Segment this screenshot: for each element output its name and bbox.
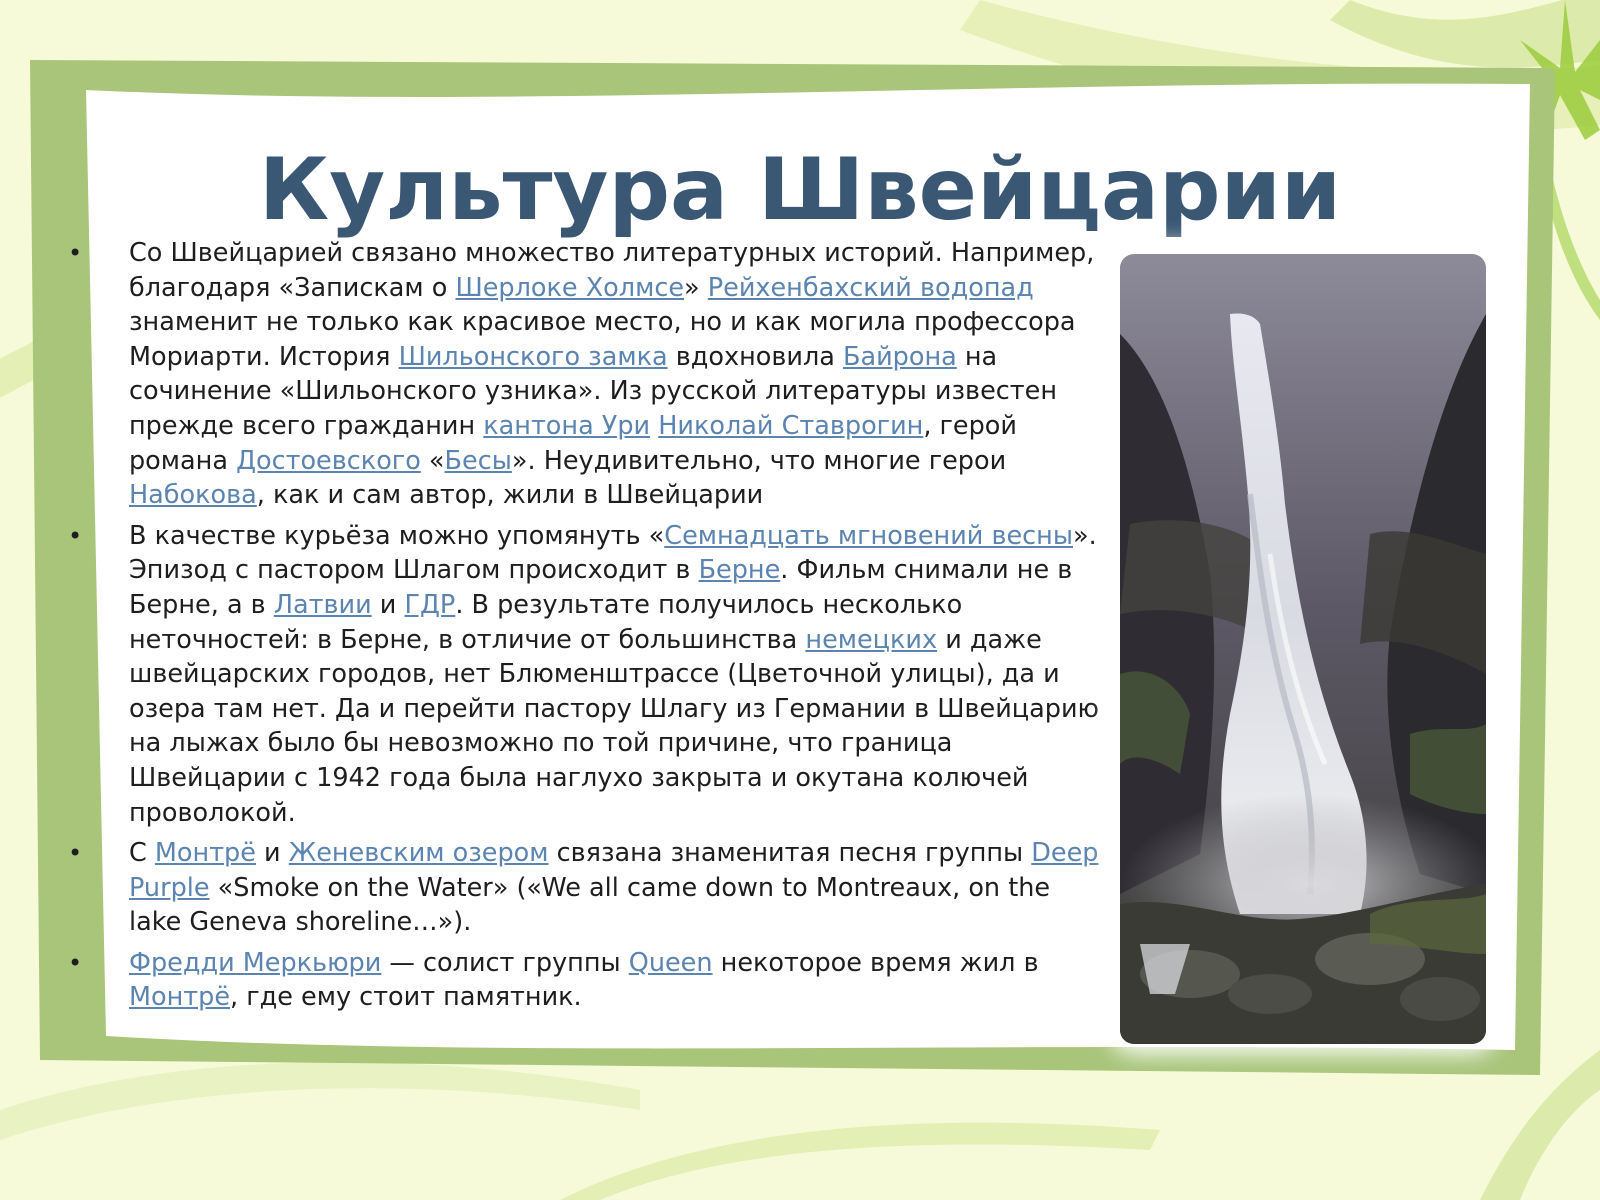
inline-link[interactable]: Женевским озером bbox=[288, 838, 549, 869]
inline-link[interactable]: Николай Ставрогин bbox=[658, 410, 924, 441]
bullet-text: , где ему стоит памятник. bbox=[230, 982, 582, 1013]
bullet-dot-icon: • bbox=[68, 239, 83, 267]
bullet-text: знаменит не только как красивое место, но и как могила профессора Мориарти. История bbox=[129, 307, 1076, 372]
inline-link[interactable]: Шерлоке Холмсе bbox=[455, 272, 685, 303]
bullet-text: . В результате получилось несколько неточностей: в Берне, в отличие от большинства bbox=[129, 589, 963, 655]
bullet-text: на сочинение «Шильонского узника». Из русской литературы известен прежде всего гражданин bbox=[129, 341, 1057, 441]
inline-link[interactable]: Deep Purple bbox=[129, 838, 1099, 903]
bullet-text: « bbox=[420, 445, 445, 476]
bullet-text: и bbox=[255, 838, 289, 869]
inline-link[interactable]: Достоевского bbox=[236, 445, 421, 476]
bullet-text: некоторое время жил в bbox=[712, 947, 1039, 978]
bullet-item bbox=[64, 836, 1104, 940]
bullet-text: связана знаменитая песня группы bbox=[548, 838, 1032, 869]
bullet-text: — солист группы bbox=[381, 947, 629, 978]
bullet-text: ». Неудивительно, что многие герои bbox=[511, 445, 1007, 476]
inline-link[interactable]: Фредди Меркьюри bbox=[129, 947, 382, 978]
inline-link[interactable]: Queen bbox=[628, 947, 713, 978]
inline-link[interactable]: Берне bbox=[698, 555, 781, 586]
bullet-item bbox=[64, 519, 1104, 830]
bullet-text: . Фильм снимали не в Берне, а в bbox=[129, 555, 1073, 620]
bullet-text: вдохновила bbox=[667, 341, 843, 372]
inline-link[interactable]: Латвии bbox=[273, 589, 372, 620]
bullet-dot-icon: • bbox=[68, 948, 83, 977]
inline-link[interactable]: Семнадцать мгновений весны bbox=[664, 520, 1073, 551]
bullet-text: Со Швейцарией связано множество литературных историй. Например, благодаря «Запискам о bbox=[129, 238, 1095, 303]
waterfall-photo bbox=[1120, 254, 1486, 1044]
bullet-dot-icon: • bbox=[68, 521, 83, 550]
bullet-text: и bbox=[371, 589, 405, 620]
inline-link[interactable]: Монтрё bbox=[154, 838, 256, 869]
bullet-text: «Smoke on the Water» («We all came down to Montreaux, on the lake Geneva shoreline…»). bbox=[129, 872, 1051, 938]
inline-link[interactable]: Рейхенбахский водопад bbox=[707, 272, 1034, 303]
bullet-dot-icon: • bbox=[68, 839, 83, 868]
bullet-text: В качестве курьёза можно упомянуть « bbox=[129, 520, 665, 551]
slide-title: Культура Швейцарии bbox=[258, 140, 1342, 240]
bullet-text: ». Эпизод с пастором Шлагом происходит в bbox=[129, 520, 1097, 586]
inline-link[interactable]: Монтрё bbox=[129, 982, 231, 1013]
bullet-text bbox=[650, 411, 658, 441]
bullet-text: , как и сам автор, жили в Швейцарии bbox=[256, 480, 764, 511]
inline-link[interactable]: Шильонского замка bbox=[398, 341, 668, 372]
bullet-item bbox=[64, 946, 1104, 1015]
bullet-list bbox=[64, 236, 1104, 1021]
inline-link[interactable]: Набокова bbox=[129, 480, 257, 511]
bullet-text: С bbox=[129, 838, 155, 869]
inline-link[interactable]: Бесы bbox=[444, 445, 512, 476]
bullet-item bbox=[64, 236, 1104, 513]
inline-link[interactable]: кантона Ури bbox=[483, 410, 651, 441]
inline-link[interactable]: Байрона bbox=[842, 341, 957, 372]
bullet-text: , герой романа bbox=[129, 410, 1017, 476]
inline-link[interactable]: ГДР bbox=[404, 589, 456, 620]
waterfall-image bbox=[1120, 254, 1486, 1044]
bullet-text: » bbox=[684, 272, 708, 303]
bullet-text: и даже швейцарских городов, нет Блюменштрассе (Цветочной улицы), да и озера там нет. Да и перейти пастору Шлагу из Германии в Швейцарию на лыжах было бы невозможно по той причине, что граница Швейцарии с 1942 года была наглухо закрыта и окутана колючей проволокой. bbox=[129, 624, 1099, 828]
inline-link[interactable]: немецких bbox=[805, 624, 938, 655]
